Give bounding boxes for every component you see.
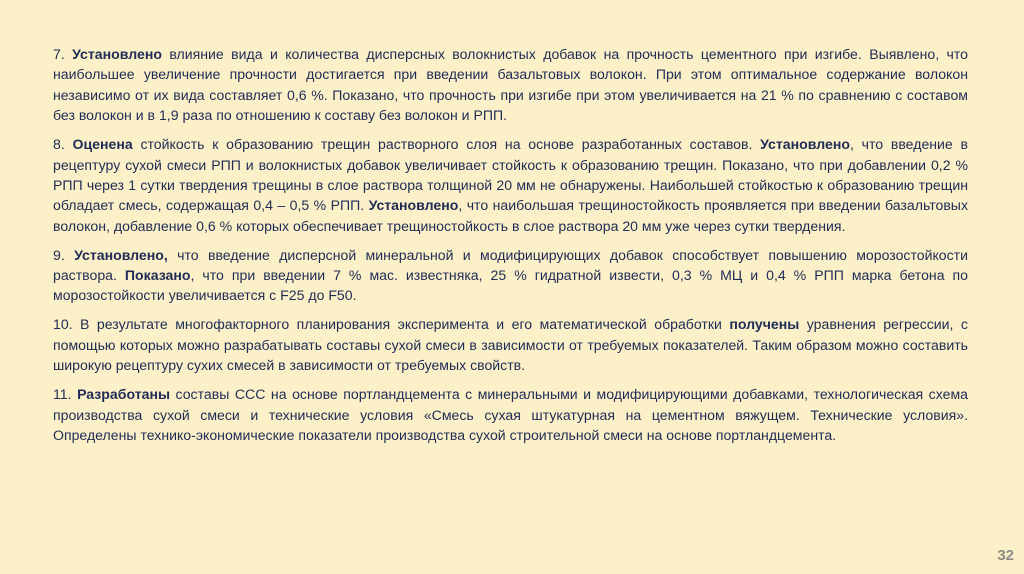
bold-keyword: Установлено: [72, 46, 162, 62]
bold-keyword: Разработаны: [77, 386, 170, 403]
text-segment: , что при введении 7 % мас. известняка, 25 % гидратной извести, 0,3 % МЦ и 0,4 % РПП марка бетона по морозостойкости увеличивается с F25 до F50.: [53, 267, 968, 304]
text-segment: , что введение в рецептуру сухой смеси РПП и волокнистых добавок увеличивает стойкость к образованию трещин. Показано, что при добавлении 0,2 % РПП через 1 сутки твердения трещины в слое раствора толщиной 20 мм не обнаружены. Наибольшей стойкостью к образованию трещин обладает смесь, содержащая 0,4 – 0,5 % РПП.: [53, 136, 969, 214]
text-segment: 10. В результате многофакторного планирования эксперимента и его математической обработки: [53, 316, 730, 333]
bold-keyword: Оценена: [72, 136, 133, 153]
text-segment: стойкость к образованию трещин растворного слоя на основе разработанных составов.: [132, 136, 761, 153]
text-segment: что введение дисперсной минеральной и модифицирующих добавок способствует повышению морозостойкости раствора.: [53, 246, 969, 284]
text-segment: уравнения регрессии, с помощью которых можно разрабатывать составы сухой смеси в зависимости от требуемых показателей. Таким образом можно составить широкую рецептуру сухих смесей в зависимости от требуемых свойств.: [53, 316, 968, 374]
text-segment: , что наибольшая трещиностойкость проявляется при введении базальтовых волокон, добавление 0,6 % которых обеспечивает трещиностойкость в слое раствора 20 мм уже через сутки твердения.: [53, 197, 968, 234]
text-segment: 9.: [53, 246, 75, 263]
bold-keyword: Установлено: [760, 136, 850, 153]
text-segment: 8.: [53, 136, 73, 153]
bold-keyword: Показано: [124, 267, 191, 284]
slide-content: [53, 44, 968, 454]
text-segment: 11.: [53, 386, 78, 403]
bold-keyword: Установлено,: [74, 246, 168, 263]
text-segment: влияние вида и количества дисперсных волокнистых добавок на прочность цементного при изгибе. Выявлено, что наибольшее увеличение прочности достигается при введении базальтовых волокон. При этом оптимальное содержание волокон независимо от их вида составляет 0,6 %. Показано, что прочность при изгибе при этом увеличивается на 21 % по сравнению с составом без волокон и в 1,9 раза по отношению к составу без волокон и РПП.: [53, 46, 968, 124]
page-number: 32: [997, 547, 1014, 564]
paragraph-7: [53, 44, 968, 126]
text-segment: составы ССС на основе портландцемента с минеральными и модифицирующими добавками, технологическая схема производства сухой смеси и технические условия «Смесь сухая штукатурная на цементном вяжущем. Технические условия». Определены технико-экономические показатели производства сухой строительной смеси на основе портландцемента.: [53, 386, 968, 443]
bold-keyword: получены: [729, 316, 800, 333]
text-segment: 7.: [53, 46, 73, 62]
paragraph-8: [53, 134, 968, 236]
bold-keyword: Установлено: [368, 197, 459, 214]
paragraph-9: [53, 245, 968, 306]
paragraph-11: [53, 384, 968, 445]
paragraph-10: [53, 314, 968, 375]
